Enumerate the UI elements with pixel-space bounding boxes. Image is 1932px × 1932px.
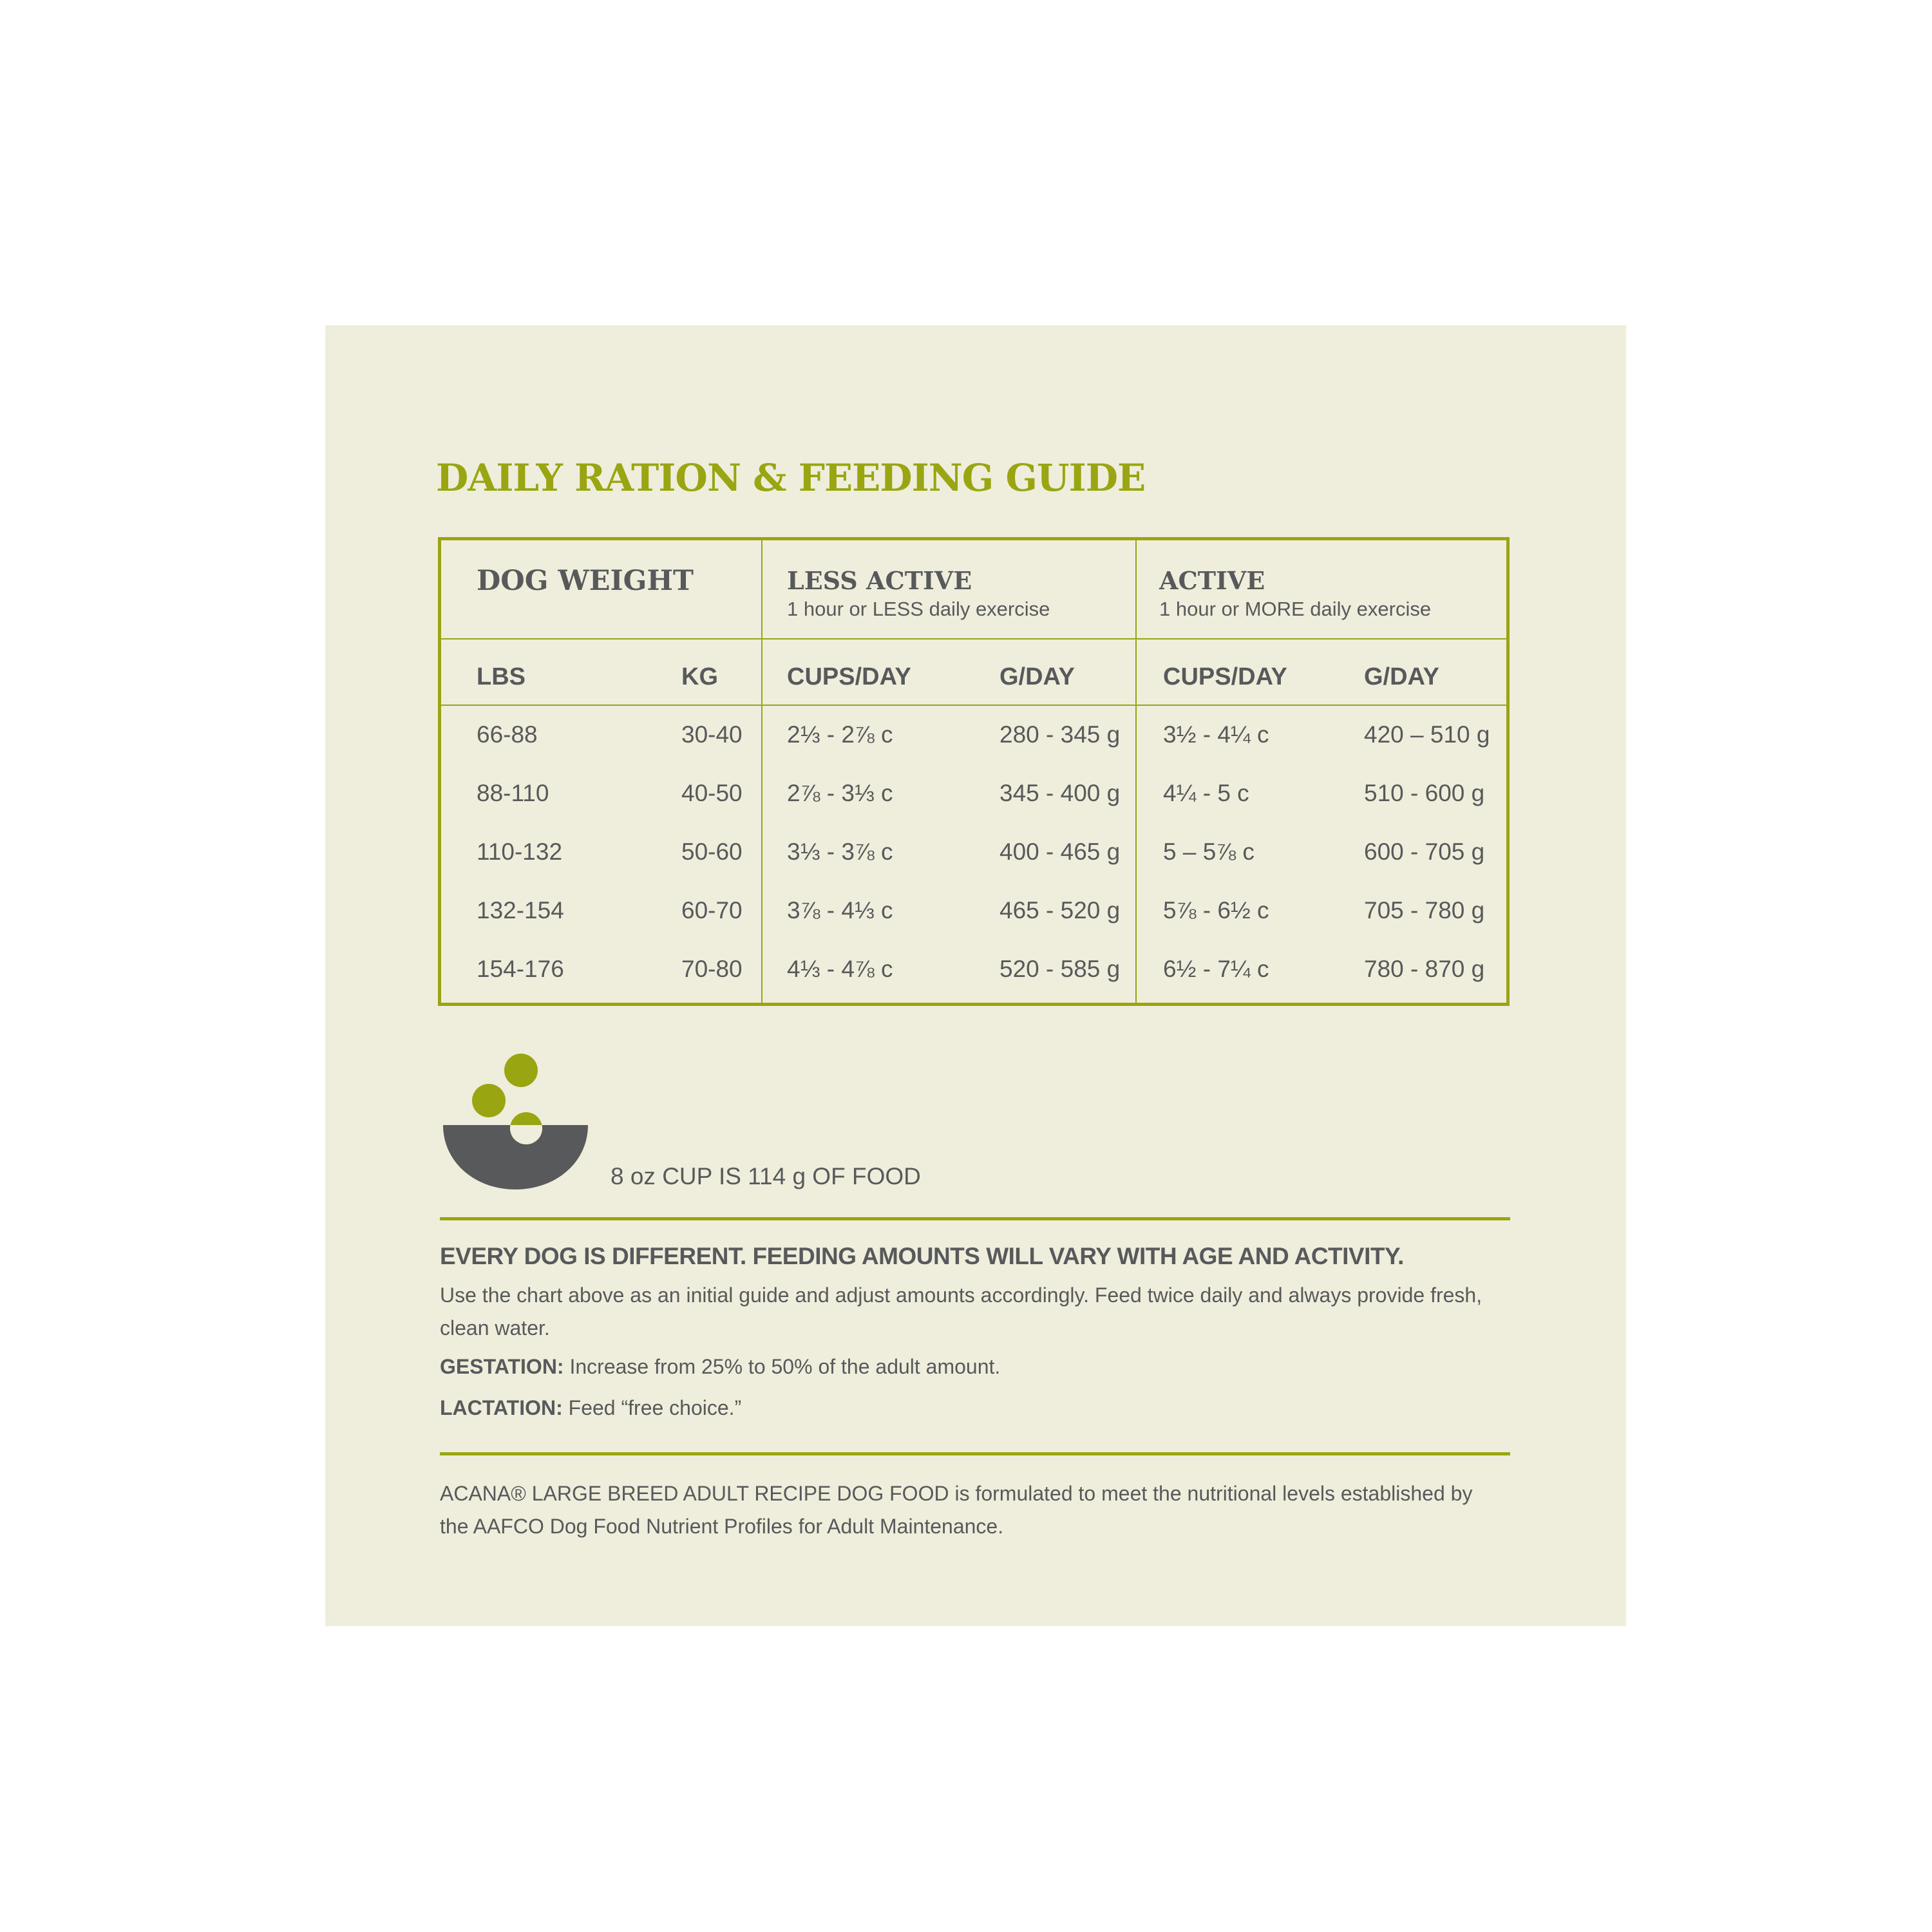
cell-lbs: 66-88	[477, 721, 538, 748]
table-body	[441, 710, 1506, 1003]
gestation-note	[440, 1350, 1496, 1383]
page-title: DAILY RATION & FEEDING GUIDE	[436, 456, 1146, 500]
table-row	[441, 710, 1506, 768]
cell-lbs: 154-176	[477, 956, 564, 982]
cell-kg: 30-40	[681, 721, 743, 748]
cell-less-active-grams: 520 - 585 g	[999, 956, 1121, 982]
lactation-text: Feed “free choice.”	[562, 1396, 742, 1419]
column-header-kg: KG	[681, 663, 718, 690]
cell-active-grams: 510 - 600 g	[1364, 780, 1485, 806]
cell-kg: 60-70	[681, 897, 743, 923]
cell-less-active-grams: 465 - 520 g	[999, 897, 1121, 923]
cell-kg: 70-80	[681, 956, 743, 982]
aafco-statement: ACANA® LARGE BREED ADULT RECIPE DOG FOOD is formulated to meet the nutritional levels established by the AAFCO Dog Food Nutrient Profiles for Adult Maintenance.	[440, 1482, 1473, 1538]
group-header-active: ACTIVE	[1159, 566, 1265, 595]
cell-active-cups: 5⅞ - 6½ c	[1163, 897, 1269, 923]
cell-less-active-cups: 2⅞ - 3⅓ c	[787, 780, 893, 806]
column-header-lbs: LBS	[477, 663, 526, 690]
group-header-less-active: LESS ACTIVE	[787, 566, 972, 595]
table-row	[441, 827, 1506, 886]
cell-lbs: 110-132	[477, 838, 563, 865]
cell-lbs: 88-110	[477, 780, 549, 806]
header-divider	[441, 638, 1506, 639]
cup-measure-note: 8 oz CUP IS 114 g OF FOOD	[611, 1163, 921, 1189]
table-row	[441, 886, 1506, 944]
column-header-less-active-cups: CUPS/DAY	[787, 663, 911, 690]
table-row	[441, 944, 1506, 1003]
cell-active-grams: 780 - 870 g	[1364, 956, 1485, 982]
cell-less-active-grams: 400 - 465 g	[999, 838, 1121, 865]
cell-less-active-grams: 280 - 345 g	[999, 721, 1121, 748]
notes-headline: EVERY DOG IS DIFFERENT. FEEDING AMOUNTS WILL VARY WITH AGE AND ACTIVITY.	[440, 1243, 1404, 1269]
group-subheader-active: 1 hour or MORE daily exercise	[1159, 598, 1432, 620]
cell-less-active-cups: 3⅓ - 3⅞ c	[787, 838, 893, 865]
cell-active-cups: 5 – 5⅞ c	[1163, 838, 1255, 865]
group-subheader-less-active: 1 hour or LESS daily exercise	[787, 598, 1050, 620]
food-bowl-icon	[443, 1053, 588, 1195]
cell-less-active-cups: 2⅓ - 2⅞ c	[787, 721, 893, 748]
feeding-guide-panel	[325, 325, 1626, 1626]
gestation-text: Increase from 25% to 50% of the adult amount.	[564, 1355, 1001, 1378]
column-header-active-cups: CUPS/DAY	[1163, 663, 1287, 690]
column-header-active-grams: G/DAY	[1364, 663, 1439, 690]
section-divider	[440, 1217, 1510, 1220]
cell-lbs: 132-154	[477, 897, 564, 923]
cell-active-grams: 705 - 780 g	[1364, 897, 1485, 923]
cell-less-active-grams: 345 - 400 g	[999, 780, 1121, 806]
lactation-note	[440, 1392, 1496, 1425]
subheader-divider	[441, 705, 1506, 706]
cell-kg: 50-60	[681, 838, 743, 865]
group-header-dog-weight: DOG WEIGHT	[477, 565, 694, 597]
cell-active-grams: 600 - 705 g	[1364, 838, 1485, 865]
notes-body: Use the chart above as an initial guide and adjust amounts accordingly. Feed twice daily and always provide fresh, clean water.	[440, 1283, 1482, 1340]
cell-less-active-cups: 4⅓ - 4⅞ c	[787, 956, 893, 982]
cell-active-cups: 3½ - 4¼ c	[1163, 721, 1269, 748]
gestation-label: GESTATION:	[440, 1355, 564, 1378]
cell-less-active-cups: 3⅞ - 4⅓ c	[787, 897, 893, 923]
section-divider	[440, 1452, 1510, 1455]
lactation-label: LACTATION:	[440, 1396, 563, 1419]
cell-active-cups: 6½ - 7¼ c	[1163, 956, 1269, 982]
column-header-less-active-grams: G/DAY	[999, 663, 1075, 690]
cell-active-grams: 420 – 510 g	[1364, 721, 1490, 748]
cell-kg: 40-50	[681, 780, 743, 806]
cell-active-cups: 4¼ - 5 c	[1163, 780, 1249, 806]
table-row	[441, 768, 1506, 827]
feeding-table	[438, 537, 1510, 1006]
